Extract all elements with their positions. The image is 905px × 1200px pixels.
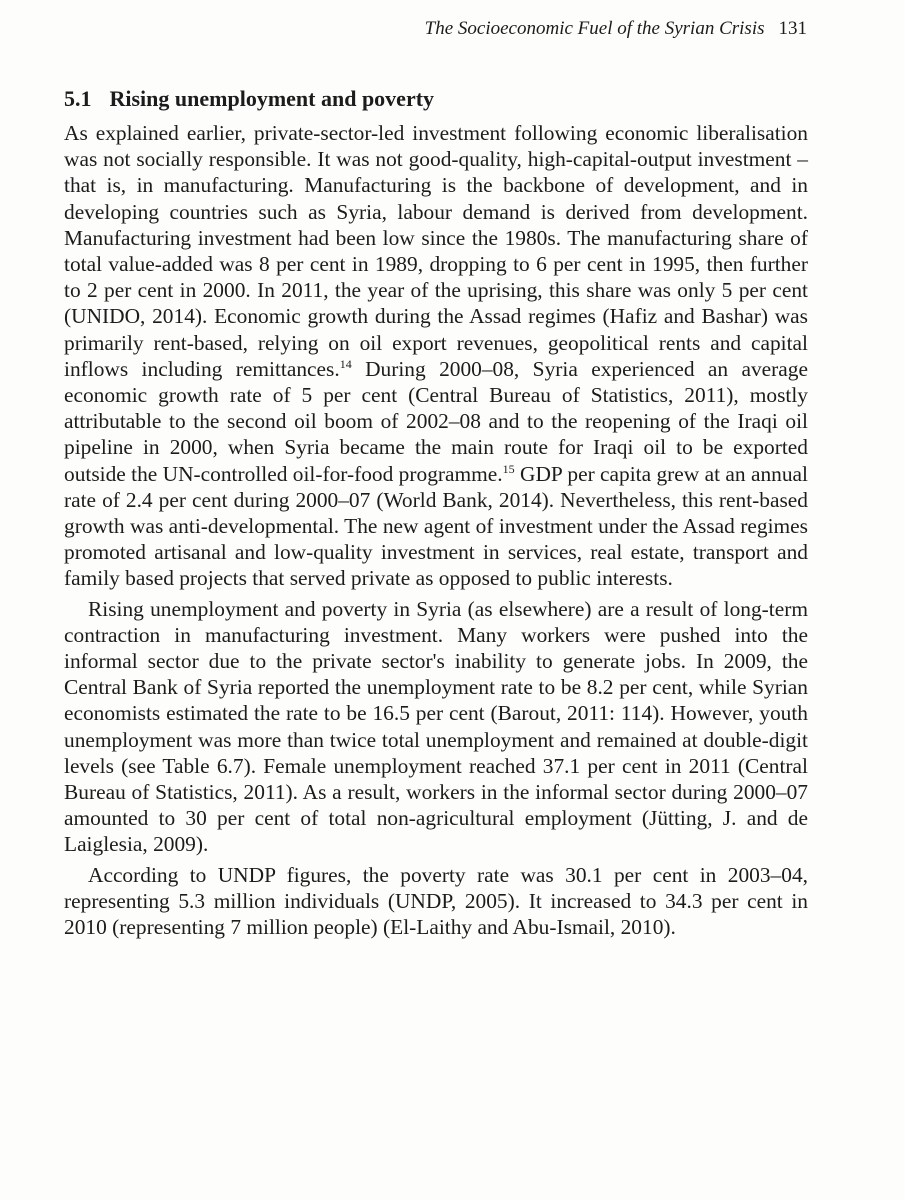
paragraph-1-part-2: During 2000–08, Syria experienced an average economic growth rate of 5 per cent (Central Bureau of Statistics, 2011), mostly attributable to the second oil boom of 2002–08 and to the reopening of the Iraqi oil pipeline in 2000, when Syria became the main route for Iraqi oil to be exported outside the UN-controlled oil-for-food programme. [64,356,808,486]
paragraph-3: According to UNDP figures, the poverty rate was 30.1 per cent in 2003–04, representing 5.3 million individuals (UNDP, 2005). It increased to 34.3 per cent in 2010 (representing 7 million people) (El-Laithy and Abu-Ismail, 2010). [64,862,808,940]
running-header [425,16,807,42]
paragraph-2: Rising unemployment and poverty in Syria (as elsewhere) are a result of long-term contraction in manufacturing investment. Many workers were pushed into the informal sector due to the private sector's inability to generate jobs. In 2009, the Central Bank of Syria reported the unemployment rate to be 8.2 per cent, while Syrian economists estimated the rate to be 16.5 per cent (Barout, 2011: 114). However, youth unemployment was more than twice total unemployment and remained at double-digit levels (see Table 6.7). Female unemployment reached 37.1 per cent in 2011 (Central Bureau of Statistics, 2011). As a result, workers in the informal sector during 2000–07 amounted to 30 per cent of total non-agricultural employment (Jütting, J. and de Laiglesia, 2009). [64,596,808,857]
page-number: 131 [778,18,807,39]
footnote-ref-14: 14 [339,356,352,371]
section-heading [64,84,434,114]
section-title: Rising unemployment and poverty [109,86,435,111]
paragraph-1-part-1: As explained earlier, private-sector-led investment following economic liberalisation was not socially responsible. It was not good-quality, high-capital-output investment – that is, in manufacturing. Manufacturing is the backbone of development, and in developing countries such as Syria, labour demand is derived from development. Manufacturing investment had been low since the 1980s. The manufacturing share of total value-added was 8 per cent in 1989, dropping to 6 per cent in 1995, then further to 2 per cent in 2000. In 2011, the year of the uprising, this share was only 5 per cent (UNIDO, 2014). Economic growth during the Assad regimes (Hafiz and Bashar) was primarily rent-based, relying on oil export revenues, geopolitical rents and capital inflows including remittances. [64,121,808,381]
paragraph-1-part-3: GDP per capita grew at an annual rate of 2.4 per cent during 2000–07 (World Bank, 2014). Nevertheless, this rent-based growth was anti-developmental. The new agent of investment under the Assad regimes promoted artisanal and low-quality investment in services, real estate, transport and family based projects that served private as opposed to public interests. [64,461,808,591]
footnote-ref-15: 15 [502,461,515,476]
body-text [64,120,808,940]
paragraph-1 [64,120,808,592]
running-title: The Socioeconomic Fuel of the Syrian Crisis [424,18,765,39]
section-number: 5.1 [64,86,92,111]
